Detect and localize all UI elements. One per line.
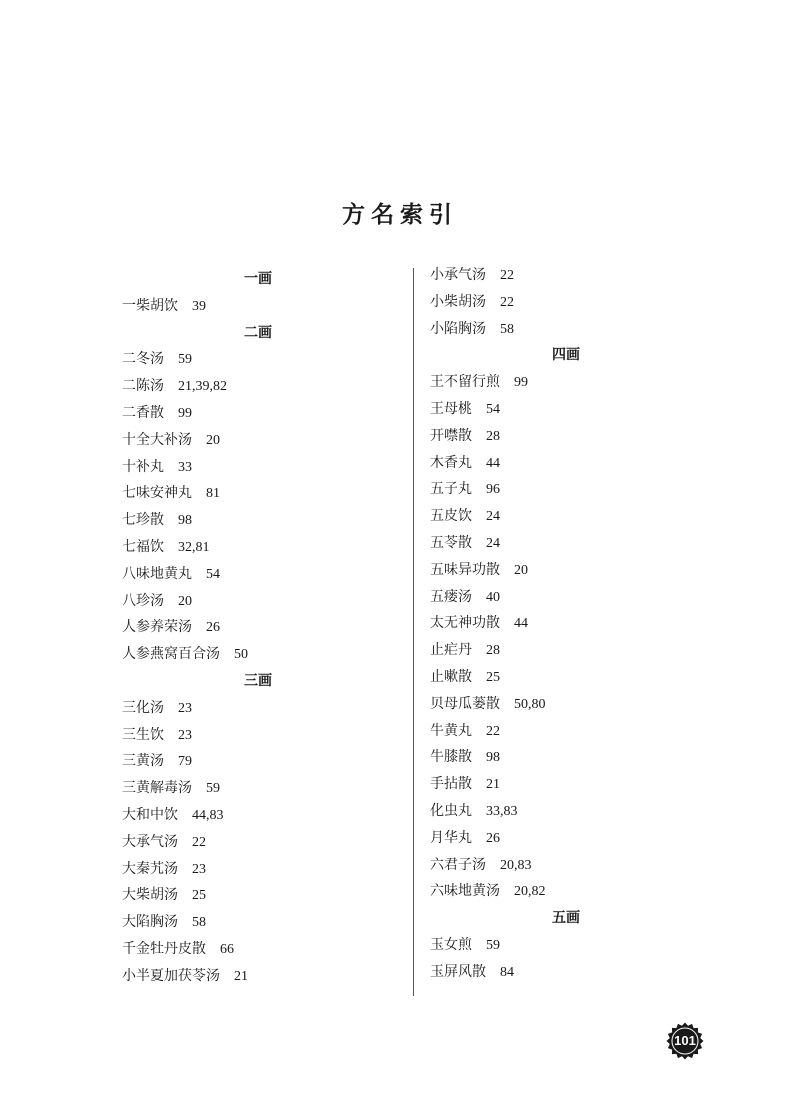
formula-name: 大和中饮 [122,806,178,823]
stroke-count-heading: 五画 [552,910,580,927]
page-references: 22 [500,294,514,310]
page-references: 58 [192,915,206,931]
formula-name: 三黄解毒汤 [122,780,192,797]
page-references: 22 [486,723,500,739]
formula-name: 三化汤 [122,699,164,716]
formula-name: 五皮饮 [430,508,472,525]
index-entry [430,691,730,718]
formula-name: 十全大补汤 [122,431,192,448]
formula-name: 开噤散 [430,427,472,444]
index-entry [430,557,730,584]
formula-name: 小陷胸汤 [430,320,486,337]
page-references: 32,81 [178,539,210,555]
page-references: 26 [486,830,500,846]
formula-name: 八珍汤 [122,592,164,609]
index-entry [430,718,730,745]
index-entry [122,614,402,641]
page-references: 44,83 [192,807,224,823]
stroke-count-heading: 四画 [552,347,580,364]
page-references: 20 [514,562,528,578]
page-references: 21 [234,968,248,984]
page-references: 33,83 [486,803,518,819]
index-entry [430,771,730,798]
formula-name: 王母桃 [430,400,472,417]
index-entry [430,744,730,771]
formula-name: 木香丸 [430,454,472,471]
index-entry [430,450,730,477]
index-entry [430,396,730,423]
index-column-left [122,266,402,990]
page-references: 23 [178,727,192,743]
formula-name: 三生饮 [122,726,164,743]
index-entry [430,262,730,289]
column-divider [413,268,414,996]
formula-name: 小柴胡汤 [430,293,486,310]
page-references: 58 [500,321,514,337]
formula-name: 五瘘汤 [430,588,472,605]
index-entry [122,454,402,481]
formula-name: 止疟丹 [430,642,472,659]
page-references: 59 [206,781,220,797]
page-references: 39 [192,298,206,314]
index-entry [430,289,730,316]
index-entry [122,856,402,883]
page-references: 98 [486,750,500,766]
index-entry [122,641,402,668]
index-entry [122,802,402,829]
index-entry [122,963,402,990]
formula-name: 八味地黄丸 [122,565,192,582]
formula-name: 贝母瓜蒌散 [430,695,500,712]
index-entry [122,427,402,454]
formula-name: 玉屏风散 [430,963,486,980]
page-references: 96 [486,482,500,498]
formula-name: 牛膝散 [430,749,472,766]
index-entry [122,480,402,507]
page-references: 28 [486,643,500,659]
formula-name: 十补丸 [122,458,164,475]
page-references: 81 [206,486,220,502]
index-entry [430,423,730,450]
formula-name: 月华丸 [430,829,472,846]
formula-name: 小承气汤 [430,267,486,283]
index-entry [430,369,730,396]
index-entry [122,561,402,588]
index-entry [122,293,402,320]
formula-name: 太无神功散 [430,615,500,632]
formula-name: 五子丸 [430,481,472,498]
page-references: 59 [486,937,500,953]
formula-name: 人参燕窝百合汤 [122,646,220,663]
page-number-badge [666,1022,704,1060]
page-references: 23 [192,861,206,877]
page-references: 54 [486,401,500,417]
index-entry [430,852,730,879]
page-references: 21 [486,777,500,793]
page-references: 28 [486,428,500,444]
page-references: 99 [514,375,528,391]
page-references: 44 [486,455,500,471]
index-entry [122,936,402,963]
page-references: 40 [486,589,500,605]
index-entry [122,400,402,427]
formula-name: 牛黄丸 [430,722,472,739]
page-references: 79 [178,754,192,770]
page-references: 21,39,82 [178,379,227,395]
formula-name: 二冬汤 [122,351,164,368]
index-entry [430,530,730,557]
index-entry [430,637,730,664]
page-references: 66 [220,941,234,957]
index-entry [122,507,402,534]
page-references: 99 [178,405,192,421]
formula-name: 止嗽散 [430,668,472,685]
formula-name: 七珍散 [122,512,164,529]
index-entry [430,316,730,343]
index-entry [430,476,730,503]
index-entry [122,588,402,615]
formula-name: 七味安神丸 [122,485,192,502]
index-entry [430,584,730,611]
page-references: 24 [486,509,500,525]
page-references: 59 [178,352,192,368]
page-references: 20 [206,432,220,448]
index-entry [430,825,730,852]
page-references: 20,82 [514,884,546,900]
page-references: 50,80 [514,696,546,712]
formula-name: 大柴胡汤 [122,887,178,904]
formula-name: 二香散 [122,404,164,421]
index-entry [122,373,402,400]
formula-name: 三黄汤 [122,753,164,770]
index-entry [430,959,730,986]
stroke-count-heading: 二画 [244,324,272,341]
index-entry [122,695,402,722]
page-title: 方名索引 [342,202,458,228]
index-entry [122,534,402,561]
index-entry [430,610,730,637]
formula-name: 大秦艽汤 [122,860,178,877]
page-references: 25 [192,888,206,904]
index-column-right [430,262,730,986]
index-entry [430,503,730,530]
stroke-count-heading: 三画 [244,672,272,689]
page-references: 23 [178,700,192,716]
formula-name: 二陈汤 [122,378,164,395]
page-references: 20,83 [500,857,532,873]
page-references: 84 [500,964,514,980]
formula-name: 大承气汤 [122,833,178,850]
index-entry [122,882,402,909]
index-entry [122,829,402,856]
page-references: 22 [500,268,514,283]
formula-name: 六味地黄汤 [430,883,500,900]
formula-name: 人参养荣汤 [122,619,192,636]
page-references: 98 [178,513,192,529]
index-entry [430,932,730,959]
page-references: 25 [486,669,500,685]
formula-name: 一柴胡饮 [122,297,178,314]
formula-name: 五味异功散 [430,561,500,578]
formula-name: 手拈散 [430,776,472,793]
index-entry [122,748,402,775]
formula-name: 七福饮 [122,538,164,555]
page-references: 20 [178,593,192,609]
page-number: 101 [674,1033,696,1048]
index-entry [122,722,402,749]
index-entry [430,798,730,825]
formula-name: 五苓散 [430,534,472,551]
formula-name: 玉女煎 [430,936,472,953]
page-references: 54 [206,566,220,582]
index-entry [430,878,730,905]
formula-name: 小半夏加茯苓汤 [122,967,220,984]
index-entry [122,775,402,802]
page-references: 33 [178,459,192,475]
formula-name: 大陷胸汤 [122,914,178,931]
page-references: 22 [192,834,206,850]
formula-name: 王不留行煎 [430,374,500,391]
formula-name: 化虫丸 [430,802,472,819]
index-entry [122,346,402,373]
index-entry [430,664,730,691]
index-entry [122,909,402,936]
page-references: 24 [486,535,500,551]
formula-name: 千金牡丹皮散 [122,940,206,957]
stroke-count-heading: 一画 [244,271,272,287]
page-references: 50 [234,647,248,663]
page-references: 44 [514,616,528,632]
page-references: 26 [206,620,220,636]
formula-name: 六君子汤 [430,856,486,873]
